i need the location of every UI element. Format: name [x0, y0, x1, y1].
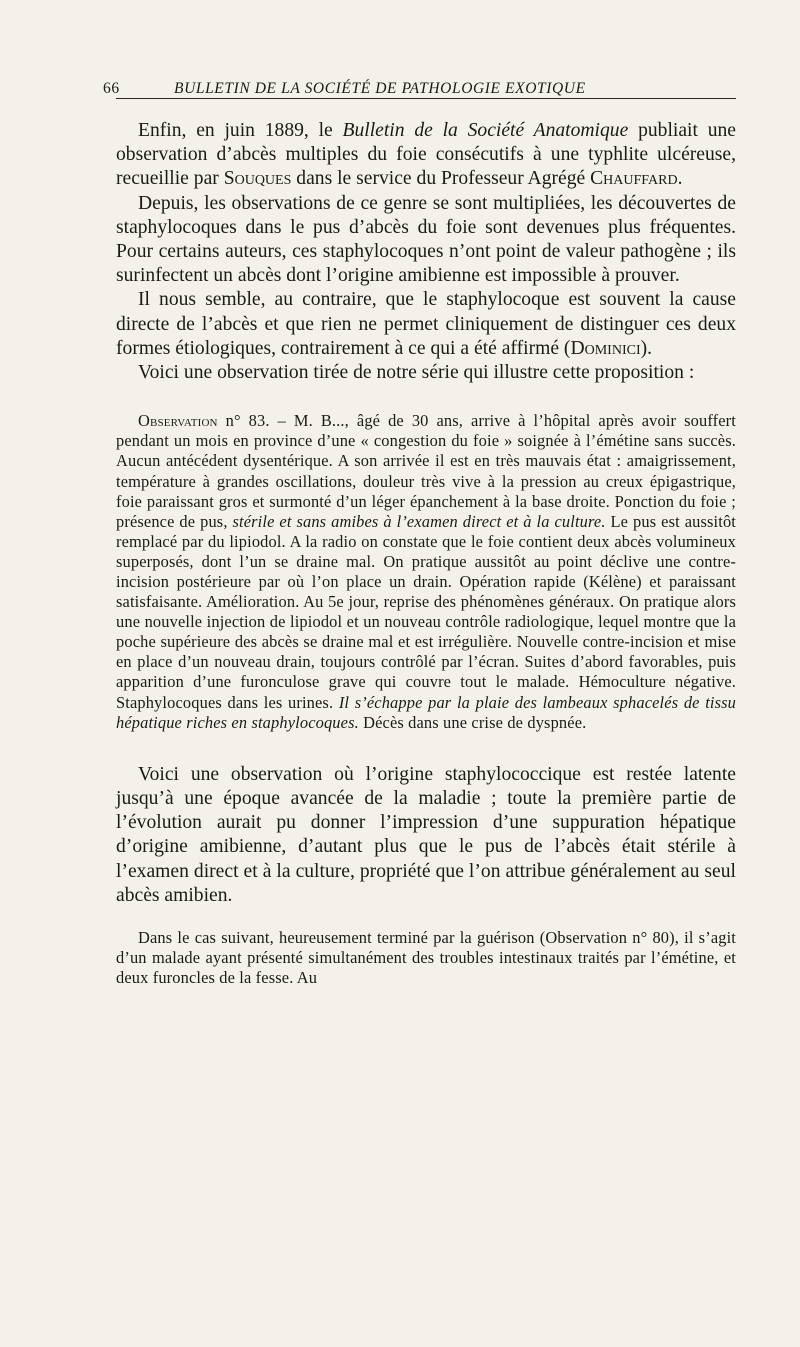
paragraph-4: Voici une observation tirée de notre série qui illustre cette proposition : — [138, 362, 695, 384]
paragraph-2: Depuis, les observations de ce genre se sont multipliées, les découvertes de staphylocoques dans le pus d’abcès du foie sont devenues plus fréquentes. Pour certains auteurs, ces staphylocoques n’ont point de valeur pathogène ; ils surinfectent un abcès dont l’origine amibienne est impossible à prouver. — [116, 192, 736, 287]
observation-label: Observation — [138, 411, 218, 431]
emphasis: Il s’échappe par la plaie des lambeaux sphacelés de tissu hépatique riches en staphylocoques. — [116, 692, 737, 732]
journal-title: BULLETIN DE LA SOCIÉTÉ DE PATHOLOGIE EXOTIQUE — [174, 80, 586, 97]
observation-83: Observation n° 83. – M. B..., âgé de 30 ans, arrive à l’hôpital après avoir souffert pendant un mois en province d’une « congestion du foie » soignée à l’émétine sans succès. Aucun antécédent dysentérique. A son arrivée il est en très mauvais état : amaigrissement, température à grandes oscillations, douleur très vive à la pression au creux épigastrique, foie paraissant gros et surmonté d’un léger épanchement à la base droite. Ponction du foie ; présence de pus, stérile et sans amibes à l’examen direct et à la culture. Le pus est aussitôt remplacé par du lipiodol. A la radio on constate que le foie contient deux abcès volumineux superposés, dont l’un se draine mal. On pratique aussitôt au point déclive une contre-incision postérieure par où l’on place un drain. Opération rapide (Kélène) et paraissant satisfaisante. Amélioration. Au 5e jour, reprise des phénomènes généraux. On pratique alors une nouvelle injection de lipiodol et un nouveau contrôle radiologique, lequel montre que la poche supérieure des abcès se draine mal et est irrégulière. Nouvelle contre-incision et mise en place d’un nouveau drain, toujours contrôlé par l’écran. Suites d’abord favorables, puis apparition d’une furonculose grave qui couvre tout le malade. Hémoculture négative. Staphylocoques dans les urines. Il s’échappe par la plaie des lambeaux sphacelés de tissu hépatique riches en staphylocoques. Décès dans une crise de dyspnée. — [116, 411, 737, 732]
paragraph-6: Dans le cas suivant, heureusement terminé par la guérison (Observation n° 80), il s’agit d’un malade ayant présenté simultanément des troubles intestinaux traités par l’émétine, et deux furoncles de la fesse. Au — [116, 927, 736, 988]
author-name: Chauffard — [590, 168, 678, 190]
cited-journal-title: Bulletin de la Société Anatomique — [342, 120, 629, 141]
emphasis: stérile et sans amibes à l’examen direct et à la culture. — [232, 511, 606, 531]
paragraph-1: Enfin, en juin 1889, le Bulletin de la Société Anatomique publiait une observation d’abcès multiples du foie consécutifs à une typhlite ulcéreuse, recueillie par Souques dans le service du Professeur Agrégé Chauffard. — [116, 120, 736, 190]
page-number: 66 — [103, 80, 120, 97]
paragraph-3: Il nous semble, au contraire, que le staphylocoque est souvent la cause directe de l’abcès et que rien ne permet cliniquement de distinguer ces deux formes étiologiques, contrairement à ce qui a été affirmé (Dominici). — [116, 289, 736, 359]
paragraph-5: Voici une observation où l’origine staphylococcique est restée latente jusqu’à une époque avancée de la maladie ; toute la première partie de l’évolution aurait pu donner l’impression d’une suppuration hépatique d’origine amibienne, d’autant plus que le pus de l’abcès était stérile à l’examen direct et à la culture, propriété que l’on attribue généralement au seul abcès amibien. — [116, 763, 736, 906]
running-header — [103, 74, 736, 99]
author-name: Dominici — [570, 337, 641, 359]
author-name: Souques — [223, 168, 292, 190]
page — [103, 74, 737, 988]
